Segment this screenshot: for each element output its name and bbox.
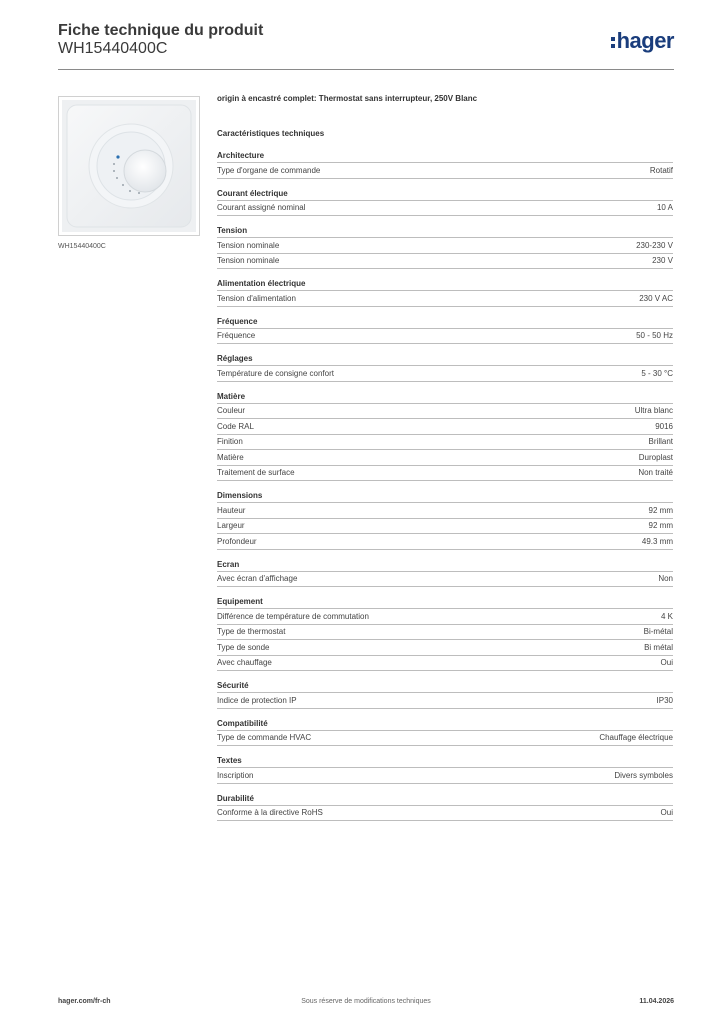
- logo-text: hager: [616, 28, 674, 53]
- section-heading: Dimensions: [217, 491, 263, 500]
- spec-section: [217, 390, 673, 482]
- spec-section: [217, 717, 673, 747]
- spec-value: Rotatif: [649, 165, 673, 175]
- specs-heading: Caractéristiques techniques: [217, 129, 325, 138]
- spec-table: [217, 200, 673, 217]
- spec-value: Brillant: [648, 437, 673, 447]
- spec-value: IP30: [656, 695, 673, 705]
- spec-value: Non traité: [638, 468, 673, 478]
- spec-value: Oui: [660, 808, 673, 818]
- spec-label: Différence de température de commutation: [217, 611, 369, 621]
- spec-section: [217, 558, 673, 588]
- spec-row: [217, 237, 673, 253]
- spec-section: [217, 277, 673, 307]
- spec-label: Type de thermostat: [217, 627, 286, 637]
- spec-label: Avec chauffage: [217, 658, 272, 668]
- spec-row: [217, 403, 673, 419]
- spec-row: [217, 767, 673, 784]
- spec-section: [217, 224, 673, 269]
- section-heading: Textes: [217, 756, 242, 765]
- spec-row: [217, 730, 673, 747]
- document-title: Fiche technique du produit: [58, 22, 264, 39]
- section-heading: Alimentation électrique: [217, 279, 306, 288]
- spec-label: Avec écran d'affichage: [217, 574, 298, 584]
- hager-logo: [611, 28, 674, 54]
- spec-row: [217, 200, 673, 217]
- spec-content: [217, 94, 673, 829]
- spec-table: [217, 608, 673, 671]
- section-heading: Courant électrique: [217, 188, 288, 198]
- spec-table: [217, 162, 673, 179]
- spec-sections: [217, 149, 673, 821]
- spec-table: [217, 767, 673, 784]
- spec-value: 230 V: [652, 256, 673, 266]
- spec-value: 230-230 V: [636, 240, 673, 250]
- spec-row: [217, 608, 673, 624]
- spec-table: [217, 403, 673, 482]
- spec-row: [217, 624, 673, 640]
- spec-table: [217, 692, 673, 709]
- spec-row: [217, 533, 673, 550]
- spec-label: Type de sonde: [217, 642, 270, 652]
- product-image: [58, 96, 200, 236]
- spec-row: [217, 328, 673, 345]
- spec-value: 92 mm: [648, 505, 673, 515]
- spec-section: [217, 149, 673, 179]
- spec-section: [217, 352, 673, 382]
- spec-section: [217, 187, 673, 217]
- spec-table: [217, 237, 673, 269]
- spec-value: 9016: [655, 421, 673, 431]
- section-heading: Equipement: [217, 597, 263, 606]
- thermostat-illustration: [59, 97, 199, 235]
- spec-row: [217, 639, 673, 655]
- spec-row: [217, 418, 673, 434]
- spec-row: [217, 692, 673, 709]
- spec-row: [217, 655, 673, 672]
- spec-row: [217, 449, 673, 465]
- spec-section: [217, 792, 673, 822]
- spec-section: [217, 754, 673, 784]
- spec-label: Type de commande HVAC: [217, 733, 312, 743]
- image-caption: WH15440400C: [58, 243, 106, 250]
- spec-label: Tension nominale: [217, 240, 280, 250]
- header-divider: [58, 69, 674, 70]
- spec-label: Conforme à la directive RoHS: [217, 808, 323, 818]
- spec-label: Finition: [217, 437, 243, 447]
- spec-value: 50 - 50 Hz: [636, 331, 673, 341]
- page-header: [58, 22, 674, 68]
- spec-label: Largeur: [217, 521, 245, 531]
- spec-row: [217, 290, 673, 307]
- spec-row: [217, 502, 673, 518]
- section-heading: Fréquence: [217, 316, 258, 326]
- product-description: origin à encastré complet: Thermostat sans interrupteur, 250V Blanc: [217, 94, 478, 103]
- spec-table: [217, 730, 673, 747]
- footer-website: hager.com/fr-ch: [58, 998, 111, 1005]
- spec-section: [217, 679, 673, 709]
- spec-section: [217, 595, 673, 671]
- spec-row: [217, 162, 673, 179]
- spec-label: Température de consigne confort: [217, 368, 334, 378]
- spec-table: [217, 805, 673, 822]
- section-heading: Tension: [217, 226, 248, 235]
- spec-label: Inscription: [217, 770, 254, 780]
- spec-table: [217, 328, 673, 345]
- spec-table: [217, 502, 673, 550]
- section-heading: Matière: [217, 391, 246, 401]
- footer-date: 11.04.2026: [639, 998, 674, 1005]
- spec-label: Type d'organe de commande: [217, 165, 321, 175]
- spec-label: Fréquence: [217, 331, 256, 341]
- spec-row: [217, 365, 673, 382]
- spec-value: Bi-métal: [643, 627, 673, 637]
- section-heading: Réglages: [217, 354, 253, 363]
- spec-row: [217, 571, 673, 588]
- spec-row: [217, 253, 673, 270]
- section-heading: Architecture: [217, 151, 265, 160]
- spec-value: 92 mm: [648, 521, 673, 531]
- spec-section: [217, 489, 673, 550]
- spec-table: [217, 571, 673, 588]
- product-reference: WH15440400C: [58, 40, 168, 57]
- spec-row: [217, 465, 673, 482]
- logo-dots-icon: [611, 37, 615, 48]
- spec-value: Oui: [660, 658, 673, 668]
- spec-value: Divers symboles: [614, 770, 673, 780]
- spec-label: Profondeur: [217, 536, 257, 546]
- spec-table: [217, 365, 673, 382]
- section-heading: Compatibilité: [217, 718, 268, 728]
- spec-label: Hauteur: [217, 505, 246, 515]
- spec-value: Duroplast: [638, 452, 673, 462]
- spec-value: 4 K: [660, 611, 673, 621]
- spec-label: Indice de protection IP: [217, 695, 297, 705]
- spec-value: 49.3 mm: [641, 536, 673, 546]
- spec-label: Matière: [217, 452, 244, 462]
- spec-value: Chauffage électrique: [599, 733, 673, 743]
- spec-label: Courant assigné nominal: [217, 203, 306, 213]
- spec-label: Tension d'alimentation: [217, 293, 296, 303]
- section-heading: Durabilité: [217, 793, 254, 803]
- spec-value: Bi métal: [644, 642, 673, 652]
- section-heading: Ecran: [217, 559, 240, 569]
- spec-row: [217, 518, 673, 534]
- spec-table: [217, 290, 673, 307]
- spec-value: 230 V AC: [639, 293, 673, 303]
- spec-value: Ultra blanc: [634, 406, 673, 416]
- spec-value: 10 A: [656, 203, 673, 213]
- spec-label: Traitement de surface: [217, 468, 295, 478]
- footer-disclaimer: Sous réserve de modifications techniques: [301, 998, 431, 1005]
- spec-label: Couleur: [217, 406, 246, 416]
- spec-row: [217, 805, 673, 822]
- spec-label: Code RAL: [217, 421, 254, 431]
- spec-value: 5 - 30 °C: [641, 368, 673, 378]
- spec-value: Non: [658, 574, 673, 584]
- spec-section: [217, 315, 673, 345]
- section-heading: Sécurité: [217, 681, 249, 690]
- spec-row: [217, 434, 673, 450]
- spec-label: Tension nominale: [217, 256, 280, 266]
